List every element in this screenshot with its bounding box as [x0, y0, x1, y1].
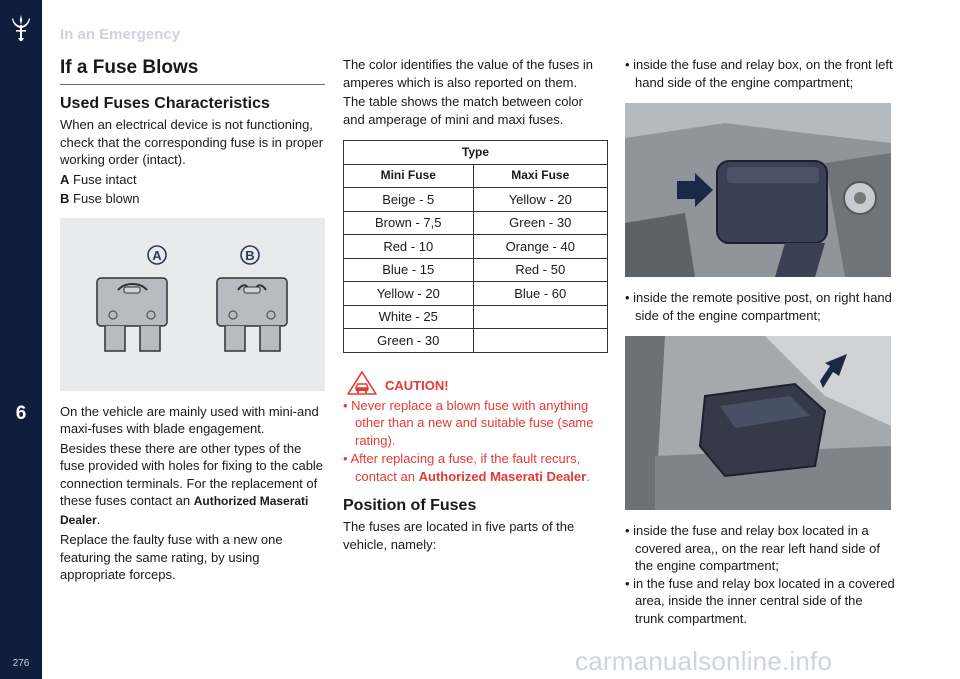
- table-cell: Beige - 5: [344, 188, 474, 212]
- chapter-number: 6: [0, 392, 42, 436]
- table-row: [344, 235, 608, 259]
- legend-b-text: Fuse blown: [69, 191, 140, 206]
- table-cell: Orange - 40: [473, 235, 607, 259]
- intro-text: When an electrical device is not functioning, check that the corresponding fuse is in proper working order (intact).: [60, 117, 324, 167]
- legend-a: [60, 171, 325, 189]
- table-row: [344, 258, 608, 282]
- table-header-type: Type: [344, 141, 608, 165]
- para-other-types-end: .: [96, 511, 101, 527]
- label-b: B: [245, 247, 255, 263]
- legend-a-text: Fuse intact: [69, 171, 137, 187]
- fuse-illustration-svg: [60, 218, 325, 391]
- table-cell: Yellow - 20: [473, 188, 607, 212]
- location-list-1: [625, 56, 895, 91]
- location-list-2: [625, 289, 895, 324]
- table-cell: Green - 30: [344, 329, 474, 353]
- legend-b-key: B: [60, 191, 70, 206]
- column-3: [625, 56, 895, 627]
- list-item: • in the fuse and relay box located in a covered area, inside the inner central side of the trunk compartment.: [625, 575, 895, 628]
- caution-item-text: After replacing a fuse, if the fault recurs, contact an: [350, 451, 581, 484]
- para-mini-maxi: On the vehicle are mainly used with mini-and maxi-fuses with blade engagement.: [60, 403, 319, 436]
- caution-title-text: CAUTION!: [385, 378, 449, 393]
- fuse-intact-icon: [97, 278, 167, 351]
- table-row: [344, 211, 608, 235]
- engine-photo-2-svg: [625, 336, 891, 510]
- engine-photo-right: [625, 336, 891, 510]
- caution-dealer-text: Authorized Maserati Dealer: [418, 468, 587, 484]
- table-row: [344, 188, 608, 212]
- caution-box: [343, 371, 608, 486]
- para-other-types: [60, 440, 325, 530]
- table-cell: Red - 10: [344, 235, 474, 259]
- caution-item-end: .: [586, 468, 590, 484]
- caution-title: [347, 371, 608, 395]
- table-cell: Blue - 15: [344, 258, 474, 282]
- table-row: [344, 282, 608, 306]
- caution-list: [343, 397, 608, 486]
- location-list-3: [625, 522, 895, 627]
- list-item: • inside the fuse and relay box, on the front left hand side of the engine compartment;: [625, 56, 895, 91]
- legend-b: [60, 190, 325, 208]
- section-header: In an Emergency: [60, 26, 181, 43]
- para-other-types-text: Besides these there are other types of the fuse provided with holes for fixing to the cable connection terminals. For the replacement of these fuses contact an: [60, 440, 324, 508]
- engine-photo-front-left: [625, 103, 891, 277]
- table-cell: Red - 50: [473, 258, 607, 282]
- list-item: • inside the remote positive post, on right hand side of the engine compartment;: [625, 289, 895, 324]
- watermark: carmanualsonline.info: [575, 646, 833, 676]
- caution-item: [343, 450, 608, 485]
- page-title: If a Fuse Blows: [60, 56, 325, 85]
- fuse-table: [343, 140, 608, 353]
- table-row: [344, 329, 608, 353]
- column-2: [343, 56, 608, 555]
- table-cell: [473, 329, 607, 353]
- fuse-blown-icon: [217, 278, 287, 351]
- table-header-maxi: Maxi Fuse: [473, 164, 607, 188]
- fuse-illustration: [60, 218, 325, 391]
- table-cell: Green - 30: [473, 211, 607, 235]
- car-warning-icon: [347, 371, 377, 395]
- table-cell: Yellow - 20: [344, 282, 474, 306]
- page-number: 276: [12, 658, 30, 669]
- table-cell: Brown - 7,5: [344, 211, 474, 235]
- subtitle-used-fuses: Used Fuses Characteristics: [60, 95, 270, 112]
- caution-item: • Never replace a blown fuse with anything other than a new and suitable fuse (same rating).: [343, 397, 608, 450]
- column-1: [60, 56, 325, 586]
- list-item: • inside the fuse and relay box located in a covered area,, on the rear left hand side of the engine compartment;: [625, 522, 895, 575]
- table-cell: Blue - 60: [473, 282, 607, 306]
- dealer-text: Authorized Maserati Dealer: [60, 494, 309, 527]
- para-locations: The fuses are located in five parts of the vehicle, namely:: [343, 519, 575, 552]
- table-row: [344, 305, 608, 329]
- engine-photo-1-svg: [625, 103, 891, 277]
- legend-a-key: A: [60, 171, 70, 187]
- table-cell: [473, 305, 607, 329]
- para-table-intro: The table shows the match between color and amperage of mini and maxi fuses.: [343, 94, 583, 127]
- para-color: The color identifies the value of the fuses in amperes which is also reported on them.: [343, 57, 594, 90]
- table-cell: White - 25: [344, 305, 474, 329]
- table-header-mini: Mini Fuse: [344, 164, 474, 188]
- subtitle-position: Position of Fuses: [343, 497, 477, 514]
- label-a: A: [152, 247, 162, 263]
- para-replace: Replace the faulty fuse with a new one featuring the same rating, by using appropriate forceps.: [60, 532, 283, 582]
- sidebar: [0, 0, 42, 679]
- maserati-trident-logo-icon: [9, 14, 33, 42]
